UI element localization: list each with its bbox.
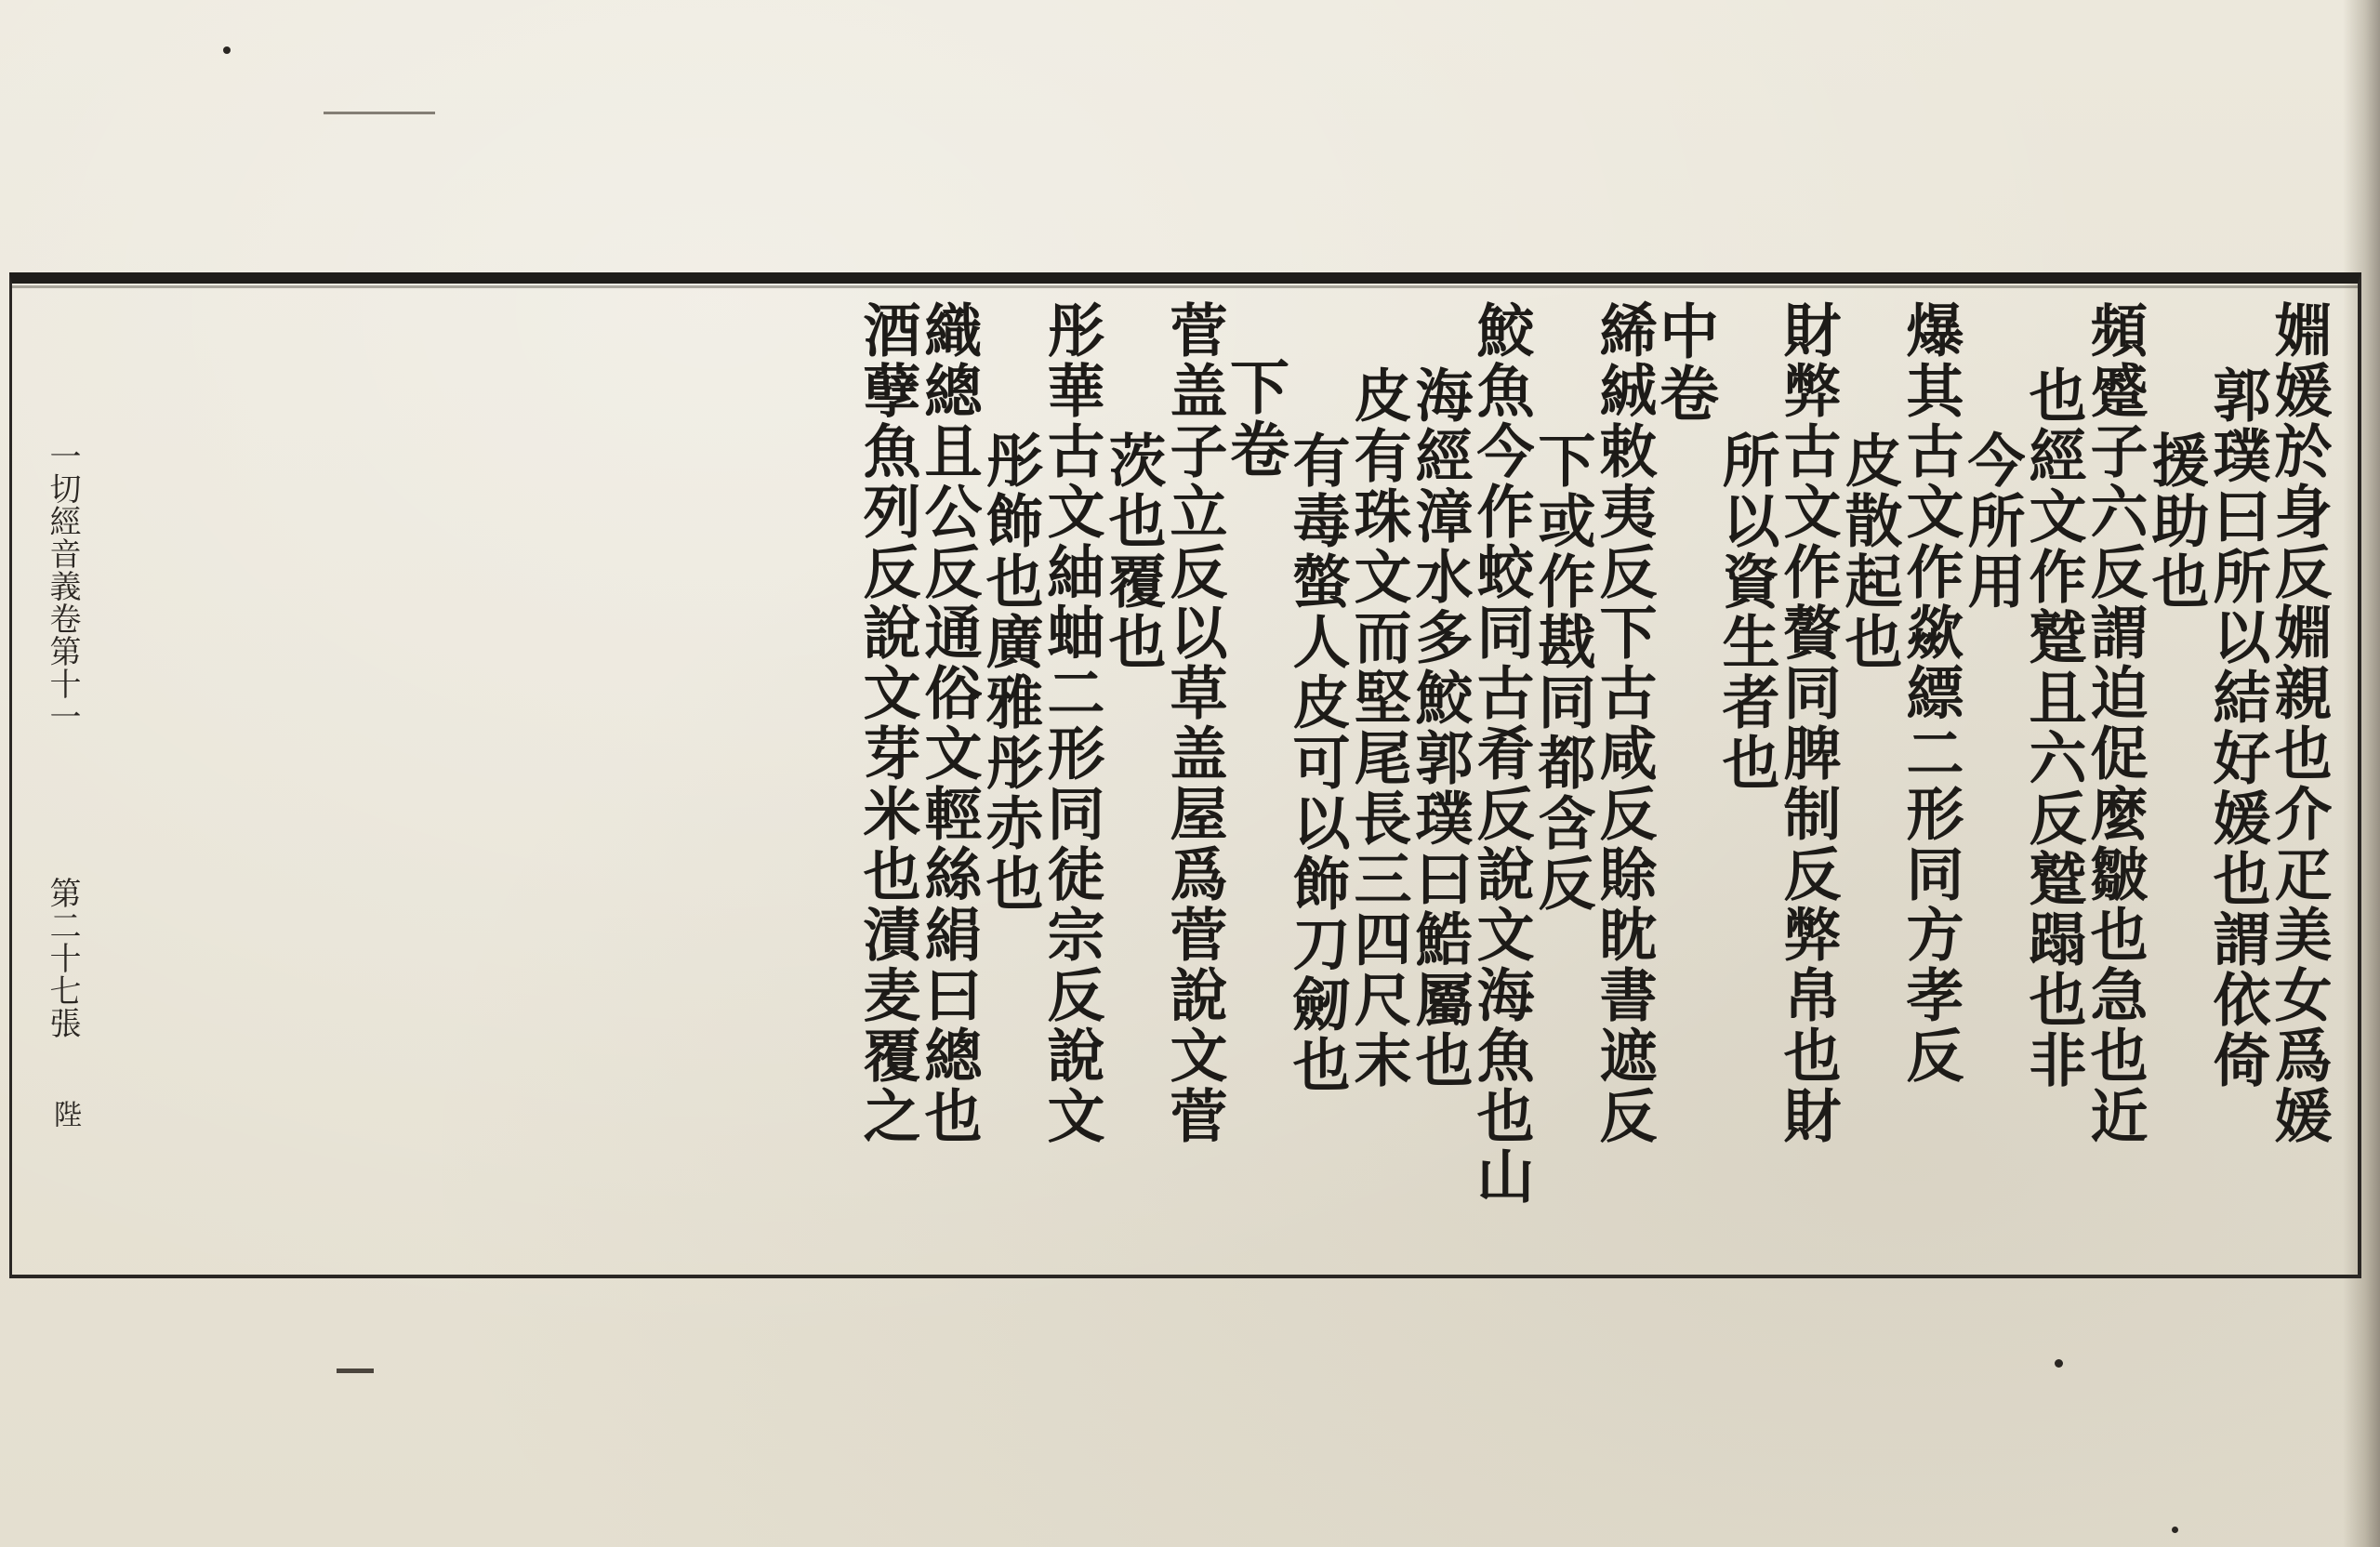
text-frame [9,272,2361,1278]
paper-mark [324,112,435,114]
text-column-5: 也經文作蹵且六反蹵蹋也非 [2019,365,2087,1091]
text-column-7: 爆其古文作歘縹二形同方孝反 [1897,300,1964,1086]
text-column-24: 酒孽魚列反說文芽米也漬麦覆之 [853,300,921,1146]
text-column-23: 織總且公反通俗文輕絲絹曰總也 [915,300,983,1146]
section-heading-middle: 中卷 [1649,300,1719,425]
text-column-2: 郭璞曰所以結好媛也謂依倚 [2203,365,2271,1091]
paper-speck [2172,1527,2178,1533]
text-column-4: 頻蹙子六反謂迫促麼皺也急也近 [2081,300,2149,1146]
text-columns [40,300,2333,1276]
text-column-20: 茨也覆也 [1099,430,1167,672]
text-column-1: 婣媛於身反婣親也介疋美女爲媛 [2265,300,2333,1146]
section-heading-lower: 下卷 [1220,356,1289,481]
text-column-6: 今所用 [1958,430,2026,612]
margin-mark: 陛 [48,1100,81,1128]
text-column-16: 皮有珠文而堅尾長三四尺末 [1344,365,1412,1091]
paper-speck [2055,1359,2063,1368]
text-column-22: 彤飾也廣雅彤赤也 [976,430,1044,914]
text-column-21: 彤華古文紬蚰二形同徒宗反說文 [1038,300,1105,1146]
margin-book-title: 一切經音義卷第十一 [44,440,81,733]
text-column-10: 所以資生者也 [1712,430,1780,793]
paper-speck [223,46,231,54]
text-column-19: 菅盖子立反以草盖屋爲菅說文菅 [1160,300,1228,1146]
paper-mark [337,1368,374,1373]
frame-inner-rule [12,285,2358,288]
margin-sheet-number: 第二十七張 [44,877,81,1039]
text-column-9: 財弊古文作贅同脾制反弊帛也財 [1774,300,1842,1146]
text-column-3: 援助也 [2142,430,2210,612]
text-column-17: 有毒螫人皮可以飾刀劒也 [1283,430,1351,1095]
text-column-12: 絺絾敕夷反下古咸反賖眈書遮反 [1590,300,1658,1146]
text-column-15: 海經漳水多鮫郭璞曰鯌屬也 [1406,365,1474,1091]
text-column-8: 皮散起也 [1835,430,1903,672]
text-column-14: 鮫魚今作蛟同古肴反說文海魚也山 [1467,300,1535,1207]
text-column-13: 下或作戡同都含反 [1528,430,1596,914]
